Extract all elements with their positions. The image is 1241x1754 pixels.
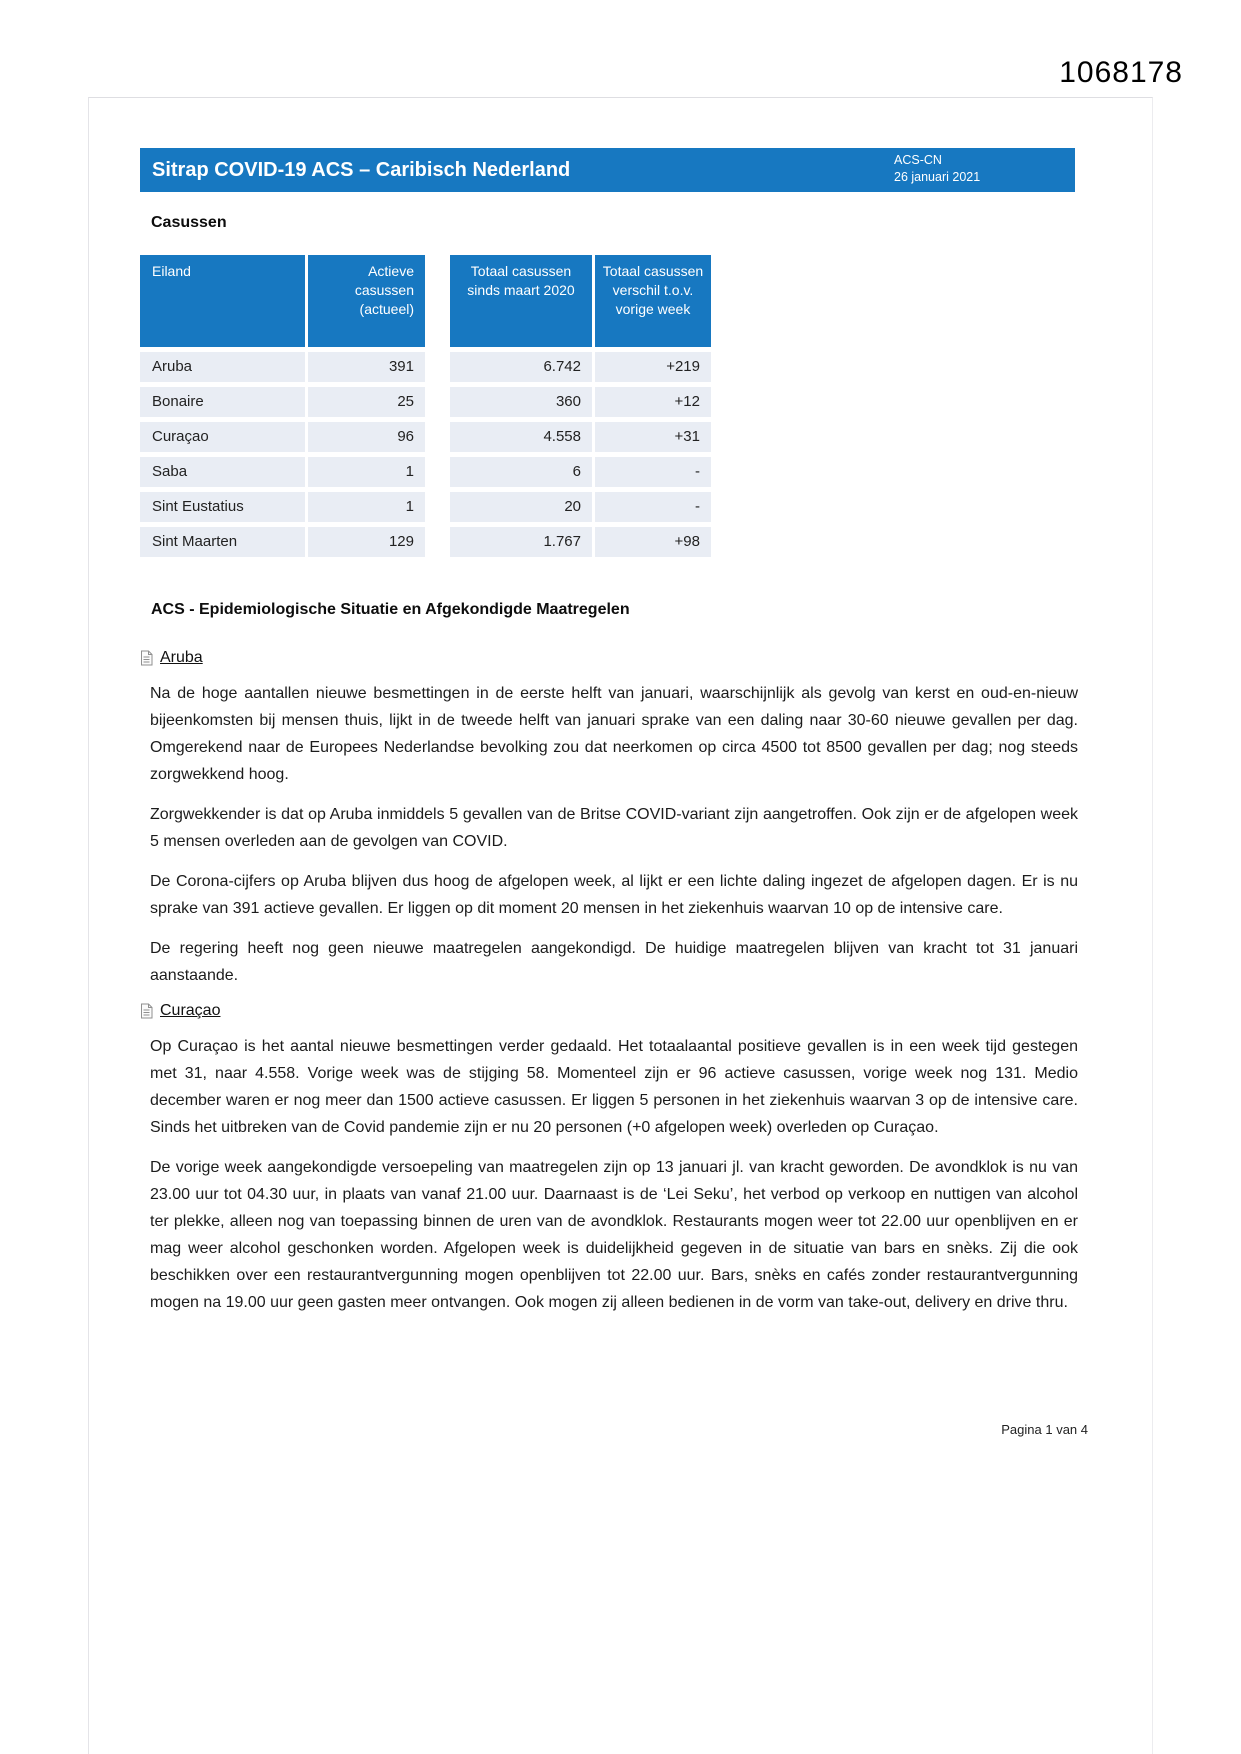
document-icon: [140, 1003, 153, 1019]
table-cell: Aruba: [140, 352, 305, 382]
table-cell: +219: [595, 352, 711, 382]
table-cell: Curaçao: [140, 422, 305, 452]
table-cell: +12: [595, 387, 711, 417]
column-header-actief: Actieve casussen (actueel): [308, 255, 425, 347]
island-heading-label: Aruba: [160, 649, 203, 666]
report-title: Sitrap COVID-19 ACS – Caribisch Nederland: [152, 158, 571, 181]
table-cell: 6.742: [450, 352, 592, 382]
report-body: [150, 649, 1078, 1329]
table-cell: 96: [308, 422, 425, 452]
column-header-eiland: Eiland: [140, 255, 305, 347]
report-date: 26 januari 2021: [894, 170, 981, 184]
paragraph: Op Curaçao is het aantal nieuwe besmettingen verder gedaald. Het totaalaantal positieve gevallen is in een week tijd gestegen met 31, naar 4.558. Vorige week was de stijging 58. Momenteel zijn er 96 actieve casussen, vorige week nog 131. Medio december waren er nog meer dan 1500 actieve casussen. Er liggen 5 personen in het ziekenhuis waarvan 3 op de intensive care. Sinds het uitbreken van de Covid pandemie zijn er nu 20 personen (+0 afgelopen week) overleden op Curaçao.: [150, 1038, 1078, 1136]
table-cell: Bonaire: [140, 387, 305, 417]
column-header-totaal: Totaal casussen sinds maart 2020: [450, 255, 592, 347]
table-cell: Saba: [140, 457, 305, 487]
table-cell: Sint Eustatius: [140, 492, 305, 522]
paragraph: De vorige week aangekondigde versoepeling van maatregelen zijn op 13 januari jl. van kracht geworden. De avondklok is nu van 23.00 uur tot 04.30 uur, in plaats van vanaf 21.00 uur. Daarnaast is de ‘Lei Seku’, het verbod op verkoop en nuttigen van alcohol ter plekke, alleen nog van toepassing binnen de uren van de avondklok. Restaurants mogen weer tot 22.00 uur openblijven en er mag weer alcohol geschonken worden. Afgelopen week is duidelijkheid gegeven in de situatie van bars en snèks. Zij die ook beschikken over een restaurantvergunning mogen openblijven tot 22.00 uur. Bars, snèks en cafés zonder restaurantvergunning mogen na 19.00 uur geen gasten meer ontvangen. Ook mogen zij alleen bedienen in de vorm van take-out, delivery en drive thru.: [150, 1159, 1078, 1311]
table-cell: +98: [595, 527, 711, 557]
document-icon: [140, 650, 153, 666]
table-cell: +31: [595, 422, 711, 452]
cases-table-right-block: [450, 255, 711, 557]
table-cell: -: [595, 457, 711, 487]
table-cell: 6: [450, 457, 592, 487]
table-cell: 1.767: [450, 527, 592, 557]
cases-table-left-block: [140, 255, 425, 557]
table-cell: 25: [308, 387, 425, 417]
cases-section-heading: Casussen: [151, 214, 227, 231]
table-cell: 1: [308, 457, 425, 487]
table-cell: Sint Maarten: [140, 527, 305, 557]
table-cell: 360: [450, 387, 592, 417]
table-cell: 4.558: [450, 422, 592, 452]
paragraph: Zorgwekkender is dat op Aruba inmiddels 5 gevallen van de Britse COVID-variant zijn aangetroffen. Ook zijn er de afgelopen week 5 mensen overleden aan de gevolgen van COVID.: [150, 806, 1078, 850]
report-header-bar: [140, 148, 1075, 192]
paragraph: De regering heeft nog geen nieuwe maatregelen aangekondigd. De huidige maatregelen blijven van kracht tot 31 januari aanstaande.: [150, 940, 1078, 984]
island-heading-label: Curaçao: [160, 1002, 221, 1019]
table-cell: 391: [308, 352, 425, 382]
bates-stamp-number: 1068178: [1059, 56, 1183, 89]
column-header-verschil: Totaal casussen verschil t.o.v. vorige week: [595, 255, 711, 347]
island-heading-curacao: [150, 1002, 1078, 1020]
paragraph: Na de hoge aantallen nieuwe besmettingen in de eerste helft van januari, waarschijnlijk als gevolg van kerst en oud-en-nieuw bijeenkomsten bij mensen thuis, lijkt in de tweede helft van januari sprake van een daling naar 30-60 nieuwe gevallen per dag. Omgerekend naar de Europees Nederlandse bevolking zou dat neerkomen op circa 4500 tot 8500 gevallen per dag; nog steeds zorgwekkend hoog.: [150, 685, 1078, 783]
table-cell: 129: [308, 527, 425, 557]
table-cell: -: [595, 492, 711, 522]
report-section-heading: ACS - Epidemiologische Situatie en Afgekondigde Maatregelen: [151, 601, 630, 618]
report-meta: [894, 152, 980, 186]
page-number-footer: Pagina 1 van 4: [1001, 1422, 1088, 1437]
island-heading-aruba: [150, 649, 1078, 667]
paragraph: De Corona-cijfers op Aruba blijven dus hoog de afgelopen week, al lijkt er een lichte daling ingezet de afgelopen dagen. Er is nu sprake van 391 actieve gevallen. Er liggen op dit moment 20 mensen in het ziekenhuis waarvan 10 op de intensive care.: [150, 873, 1078, 917]
report-org: ACS-CN: [894, 153, 942, 167]
table-cell: 20: [450, 492, 592, 522]
table-cell: 1: [308, 492, 425, 522]
